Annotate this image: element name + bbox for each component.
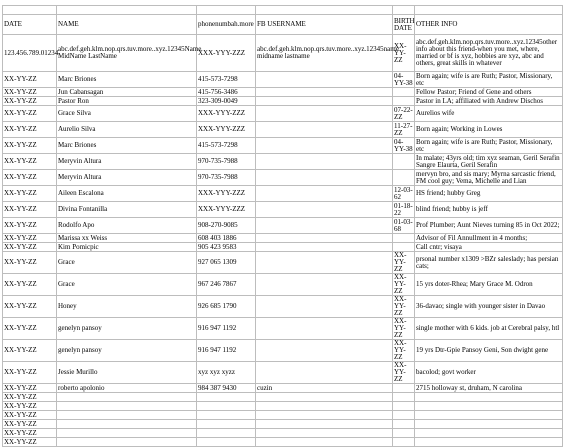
cell-name[interactable]: roberto apolonio xyxy=(57,384,197,393)
cell-name[interactable]: Grace xyxy=(57,274,197,296)
table-row xyxy=(3,274,563,296)
cell-other-info[interactable] xyxy=(415,393,563,402)
cell-date[interactable]: XX-YY-ZZ xyxy=(3,122,57,138)
cell-birth-date[interactable] xyxy=(393,438,415,447)
cell-date[interactable]: XX-YY-ZZ xyxy=(3,420,57,429)
cell-name[interactable]: abc.def.geh.klm.nop.qrs.tuv.more..xyz.12345Name MidName LastName xyxy=(57,35,197,72)
cell-other-info[interactable]: In malate; 43yrs old; tim xyz seaman, Geril Serafin Sangre Elaurta, Geril Serafin xyxy=(415,154,563,170)
contacts-spreadsheet xyxy=(2,5,563,447)
cell-fb-username[interactable] xyxy=(256,274,393,296)
cell-phone[interactable]: 415-756-3486 xyxy=(197,88,256,97)
cell-phone[interactable] xyxy=(197,402,256,411)
cell-name[interactable]: Grace xyxy=(57,252,197,274)
table-row xyxy=(3,411,563,420)
cell-date[interactable]: XX-YY-ZZ xyxy=(3,234,57,243)
cell-other-info[interactable]: single mother with 6 kids. job at Cerebral palsy, htl xyxy=(415,318,563,340)
cell-other-info[interactable]: prsonal number x1309 >BZr saleslady; has persian cats; xyxy=(415,252,563,274)
cell-phone[interactable]: XXX-YYY-ZZZ xyxy=(197,35,256,72)
cell-fb-username[interactable] xyxy=(256,218,393,234)
cell-birth-date[interactable]: XX-YY-ZZ xyxy=(393,274,415,296)
cell-name[interactable] xyxy=(57,429,197,438)
cell-date[interactable]: XX-YY-ZZ xyxy=(3,218,57,234)
cell-phone[interactable]: xyz xyz xyzz xyxy=(197,362,256,384)
header-name[interactable]: NAME xyxy=(57,15,197,35)
cell-phone[interactable]: 916 947 1192 xyxy=(197,318,256,340)
cell-name[interactable]: Jessie Murillo xyxy=(57,362,197,384)
table-row xyxy=(3,72,563,88)
cell-phone[interactable]: 916 947 1192 xyxy=(197,340,256,362)
cell[interactable] xyxy=(256,6,393,15)
cell-phone[interactable]: 970-735-7988 xyxy=(197,154,256,170)
table-row xyxy=(3,420,563,429)
cell-name[interactable]: Aurelio Silva xyxy=(57,122,197,138)
cell-fb-username[interactable] xyxy=(256,362,393,384)
cell-date[interactable]: XX-YY-ZZ xyxy=(3,402,57,411)
cell-birth-date[interactable]: 04-YY-38 xyxy=(394,71,413,87)
cell-phone[interactable] xyxy=(197,420,256,429)
table-row xyxy=(3,438,563,447)
cell-fb-username[interactable] xyxy=(256,97,393,106)
cell-date[interactable]: XX-YY-ZZ xyxy=(3,362,57,384)
table-row xyxy=(3,296,563,318)
cell-birth-date[interactable] xyxy=(393,393,415,402)
cell-fb-username[interactable] xyxy=(256,318,393,340)
cell[interactable] xyxy=(3,6,57,15)
cell-fb-username[interactable] xyxy=(256,393,393,402)
cell-date[interactable]: XX-YY-ZZ xyxy=(3,154,57,170)
header-birth-date[interactable]: BIRTH DATE xyxy=(393,15,415,35)
cell-fb-username[interactable] xyxy=(256,122,393,138)
cell-date[interactable]: XX-YY-ZZ xyxy=(3,252,57,274)
cell[interactable] xyxy=(197,6,256,15)
cell-birth-date[interactable] xyxy=(393,384,415,393)
cell-fb-username[interactable] xyxy=(256,88,393,97)
cell-phone[interactable]: 608 403 1886 xyxy=(197,234,256,243)
cell-date[interactable]: XX-YY-ZZ xyxy=(3,429,57,438)
cell-other-info[interactable]: Prof Plumber; Aunt Nieves turning 85 in Oct 2022; xyxy=(415,218,563,234)
cell-birth-date[interactable]: XX-YY-ZZ xyxy=(393,35,415,72)
table-row xyxy=(3,35,563,72)
cell-other-info[interactable]: Born again; Working in Lowes xyxy=(415,122,563,138)
cell-fb-username[interactable] xyxy=(256,340,393,362)
header-other-info[interactable]: OTHER INFO xyxy=(415,15,563,35)
table-row xyxy=(3,106,563,122)
cell-date[interactable]: XX-YY-ZZ xyxy=(3,170,57,186)
header-phone[interactable]: phonenumbah.more xyxy=(197,15,256,35)
table-row xyxy=(3,202,563,218)
cell-fb-username[interactable] xyxy=(256,72,393,88)
cell-other-info[interactable] xyxy=(415,429,563,438)
cell-birth-date[interactable] xyxy=(393,411,415,420)
cell-name[interactable] xyxy=(57,393,197,402)
cell-birth-date[interactable] xyxy=(393,154,415,170)
cell-fb-username[interactable] xyxy=(256,170,393,186)
table-row xyxy=(3,218,563,234)
cell-birth-date[interactable]: XX-YY-ZZ xyxy=(393,340,415,362)
cell-date[interactable]: XX-YY-ZZ xyxy=(3,138,57,154)
cell-other-info[interactable]: bacolod; govt worker xyxy=(415,362,563,384)
cell-fb-username[interactable] xyxy=(256,234,393,243)
cell-fb-username[interactable] xyxy=(256,402,393,411)
cell-birth-date[interactable]: 01-18-22 xyxy=(394,201,413,217)
cell-phone[interactable]: 905 423 9583 xyxy=(197,243,256,252)
cell-phone[interactable]: XXX-YYY-ZZZ xyxy=(197,186,256,202)
cell-phone[interactable] xyxy=(197,393,256,402)
cell-phone[interactable]: 908-270-9085 xyxy=(197,218,256,234)
table-row xyxy=(3,97,563,106)
cell-phone[interactable]: 926 685 1790 xyxy=(197,296,256,318)
table-row xyxy=(3,186,563,202)
cell-fb-username[interactable]: abc.def.geh.klm.nop.qrs.tuv.more..xyz.12345name midname lastname xyxy=(256,35,393,72)
cell-birth-date[interactable]: 12-03-62 xyxy=(394,185,413,201)
cell-name[interactable]: Rodolfo Apo xyxy=(57,218,197,234)
cell-date[interactable]: XX-YY-ZZ xyxy=(3,274,57,296)
cell-fb-username[interactable] xyxy=(256,420,393,429)
cell-phone[interactable]: 970-735-7988 xyxy=(197,170,256,186)
cell-date[interactable]: XX-YY-ZZ xyxy=(3,438,57,447)
cell-date[interactable]: XX-YY-ZZ xyxy=(3,340,57,362)
cell-name[interactable]: Jun Cabansagan xyxy=(57,88,197,97)
cell-name[interactable] xyxy=(57,420,197,429)
cell[interactable] xyxy=(57,6,197,15)
cell-other-info[interactable] xyxy=(415,411,563,420)
cell-fb-username[interactable] xyxy=(256,186,393,202)
cell-other-info[interactable]: Call cntr; visaya xyxy=(415,243,563,252)
header-fb-username[interactable]: FB USERNAME xyxy=(256,15,393,35)
cell-name[interactable]: Marc Briones xyxy=(57,72,197,88)
cell-other-info[interactable]: Fellow Pastor; Friend of Gene and others xyxy=(415,88,563,97)
cell-name[interactable]: Aileen Escalona xyxy=(57,186,197,202)
cell-date[interactable]: XX-YY-ZZ xyxy=(3,318,57,340)
cell-other-info[interactable] xyxy=(415,438,563,447)
cell-phone[interactable]: 967 246 7867 xyxy=(197,274,256,296)
table-row xyxy=(3,318,563,340)
cell-phone[interactable]: 927 065 1309 xyxy=(197,252,256,274)
cell-other-info[interactable]: abc.def.geh.klm.nop.qrs.tuv.more..xyz.12345other info about this friend-when you met, where, married or bf is xyz, hobbies are xyz, abc and others, great skills in whatever xyxy=(415,35,563,72)
table-row xyxy=(3,252,563,274)
cell-birth-date[interactable]: XX-YY-ZZ xyxy=(393,252,415,274)
cell-date[interactable]: XX-YY-ZZ xyxy=(3,202,57,218)
cell-fb-username[interactable] xyxy=(256,296,393,318)
cell-other-info[interactable]: 36-davao; single with younger sister in Davao xyxy=(415,296,563,318)
table-row xyxy=(3,340,563,362)
cell-fb-username[interactable] xyxy=(256,106,393,122)
cell-fb-username[interactable] xyxy=(256,252,393,274)
cell-other-info[interactable] xyxy=(415,402,563,411)
cell-birth-date[interactable]: 07-22-ZZ xyxy=(394,105,413,121)
cell-name[interactable] xyxy=(57,402,197,411)
cell-date[interactable]: XX-YY-ZZ xyxy=(3,384,57,393)
table-row xyxy=(3,429,563,438)
table-row xyxy=(3,154,563,170)
cell-phone[interactable]: XXX-YYY-ZZZ xyxy=(197,122,256,138)
cell-fb-username[interactable] xyxy=(256,138,393,154)
cell-other-info[interactable]: HS friend; hubby Greg xyxy=(415,186,563,202)
cell-birth-date[interactable]: 11-27-ZZ xyxy=(393,122,415,138)
cell-phone[interactable] xyxy=(197,429,256,438)
cell[interactable] xyxy=(393,6,415,15)
cell-fb-username[interactable] xyxy=(256,429,393,438)
cell-birth-date[interactable] xyxy=(393,402,415,411)
cell-date[interactable]: XX-YY-ZZ xyxy=(3,296,57,318)
cell-phone[interactable]: 415-573-7298 xyxy=(197,138,256,154)
cell-phone[interactable] xyxy=(197,438,256,447)
table-row xyxy=(3,393,563,402)
cell-date[interactable]: XX-YY-ZZ xyxy=(3,411,57,420)
cell-name[interactable]: Pastor Ron xyxy=(57,97,197,106)
cell-other-info[interactable]: mervyn bro, and sis mary; Myrna sarcastic friend, FM cool guy; Vema, Michelle and Lian xyxy=(415,170,563,186)
cell-date[interactable]: XX-YY-ZZ xyxy=(3,97,57,106)
cell-phone[interactable]: XXX-YYY-ZZZ xyxy=(197,202,256,218)
cell-phone[interactable]: 984 387 9430 xyxy=(197,384,256,393)
cell-date[interactable]: XX-YY-ZZ xyxy=(3,186,57,202)
cell-date[interactable]: XX-YY-ZZ xyxy=(3,88,57,97)
cell-name[interactable]: Meryvin Altura xyxy=(57,154,197,170)
cell-other-info[interactable]: 15 yrs doter-Rhea; Mary Grace M. Odron xyxy=(415,274,563,296)
cell-other-info[interactable]: Advisor of Fil Annullment in 4 months; xyxy=(415,234,563,243)
cell-name[interactable]: Marissa xx Weiss xyxy=(57,234,197,243)
table-row xyxy=(3,362,563,384)
cell-date[interactable]: XX-YY-ZZ xyxy=(3,72,57,88)
cell-fb-username[interactable] xyxy=(256,243,393,252)
cell-phone[interactable]: XXX-YYY-ZZZ xyxy=(197,106,256,122)
cell-birth-date[interactable]: XX-YY-ZZ xyxy=(393,296,415,318)
cell-birth-date[interactable] xyxy=(393,170,415,186)
table-row xyxy=(3,384,563,393)
cell-birth-date[interactable]: XX-YY-ZZ xyxy=(393,318,415,340)
cell-phone[interactable] xyxy=(197,411,256,420)
cell-other-info[interactable]: Born again; wife is are Ruth; Pastor, Missionary, etc xyxy=(415,72,563,88)
cell-other-info[interactable]: Aurelios wife xyxy=(415,106,563,122)
cell-name[interactable]: genelyn pansoy xyxy=(57,340,197,362)
cell-date[interactable]: XX-YY-ZZ xyxy=(3,393,57,402)
cell-other-info[interactable]: 19 yrs Dtr-Gpie Pansoy Geni, Son dwight gene xyxy=(415,340,563,362)
cell-phone[interactable]: 323-309-0049 xyxy=(197,97,256,106)
table-row xyxy=(3,122,563,138)
cell-birth-date[interactable] xyxy=(393,88,415,97)
cell-date[interactable]: XX-YY-ZZ xyxy=(3,106,57,122)
cell-birth-date[interactable]: XX-YY-ZZ xyxy=(393,362,415,384)
cell-birth-date[interactable]: 04-YY-38 xyxy=(394,137,413,153)
table-row xyxy=(3,234,563,243)
cell-birth-date[interactable] xyxy=(393,420,415,429)
header-row xyxy=(3,15,563,35)
cell-fb-username[interactable] xyxy=(256,411,393,420)
table-row xyxy=(3,88,563,97)
cell-name[interactable]: Marc Briones xyxy=(57,138,197,154)
cell-other-info[interactable]: blind friend; hubby is jeff xyxy=(415,202,563,218)
table-row xyxy=(3,138,563,154)
cell-birth-date[interactable] xyxy=(393,429,415,438)
cell-name[interactable]: Honey xyxy=(57,296,197,318)
table-row xyxy=(3,243,563,252)
header-date[interactable]: DATE xyxy=(3,15,57,35)
cell-birth-date[interactable]: 01-03-68 xyxy=(394,217,413,233)
cell-other-info[interactable]: Pastor in LA; affiliated with Andrew Dischos xyxy=(415,97,563,106)
cell-fb-username[interactable] xyxy=(256,154,393,170)
cell-name[interactable]: Meryvin Altura xyxy=(57,170,197,186)
cell-date[interactable]: XX-YY-ZZ xyxy=(3,243,57,252)
cell-name[interactable]: Kim Pomicpic xyxy=(57,243,197,252)
cell[interactable] xyxy=(415,6,563,15)
cell-other-info[interactable]: Born again; wife is are Ruth; Pastor, Missionary, etc xyxy=(415,138,563,154)
cell-birth-date[interactable] xyxy=(393,234,415,243)
cell-birth-date[interactable] xyxy=(393,97,415,106)
cell-fb-username[interactable] xyxy=(256,202,393,218)
cell-fb-username[interactable] xyxy=(256,438,393,447)
cell-phone[interactable]: 415-573-7298 xyxy=(197,72,256,88)
cell-name[interactable]: Divina Fontanilla xyxy=(57,202,197,218)
cell-fb-username[interactable]: cuzin xyxy=(256,384,393,393)
table-row xyxy=(3,402,563,411)
cell-name[interactable]: genelyn pansoy xyxy=(57,318,197,340)
cell-name[interactable] xyxy=(57,438,197,447)
cell-other-info[interactable]: 2715 holloway st, druham, N carolina xyxy=(415,384,563,393)
cell-other-info[interactable] xyxy=(415,420,563,429)
table-row xyxy=(3,170,563,186)
cell-date[interactable]: 123.456.789.01234 xyxy=(3,35,57,72)
cell-name[interactable]: Grace Silva xyxy=(57,106,197,122)
cell-name[interactable] xyxy=(57,411,197,420)
blank-row xyxy=(3,6,563,15)
